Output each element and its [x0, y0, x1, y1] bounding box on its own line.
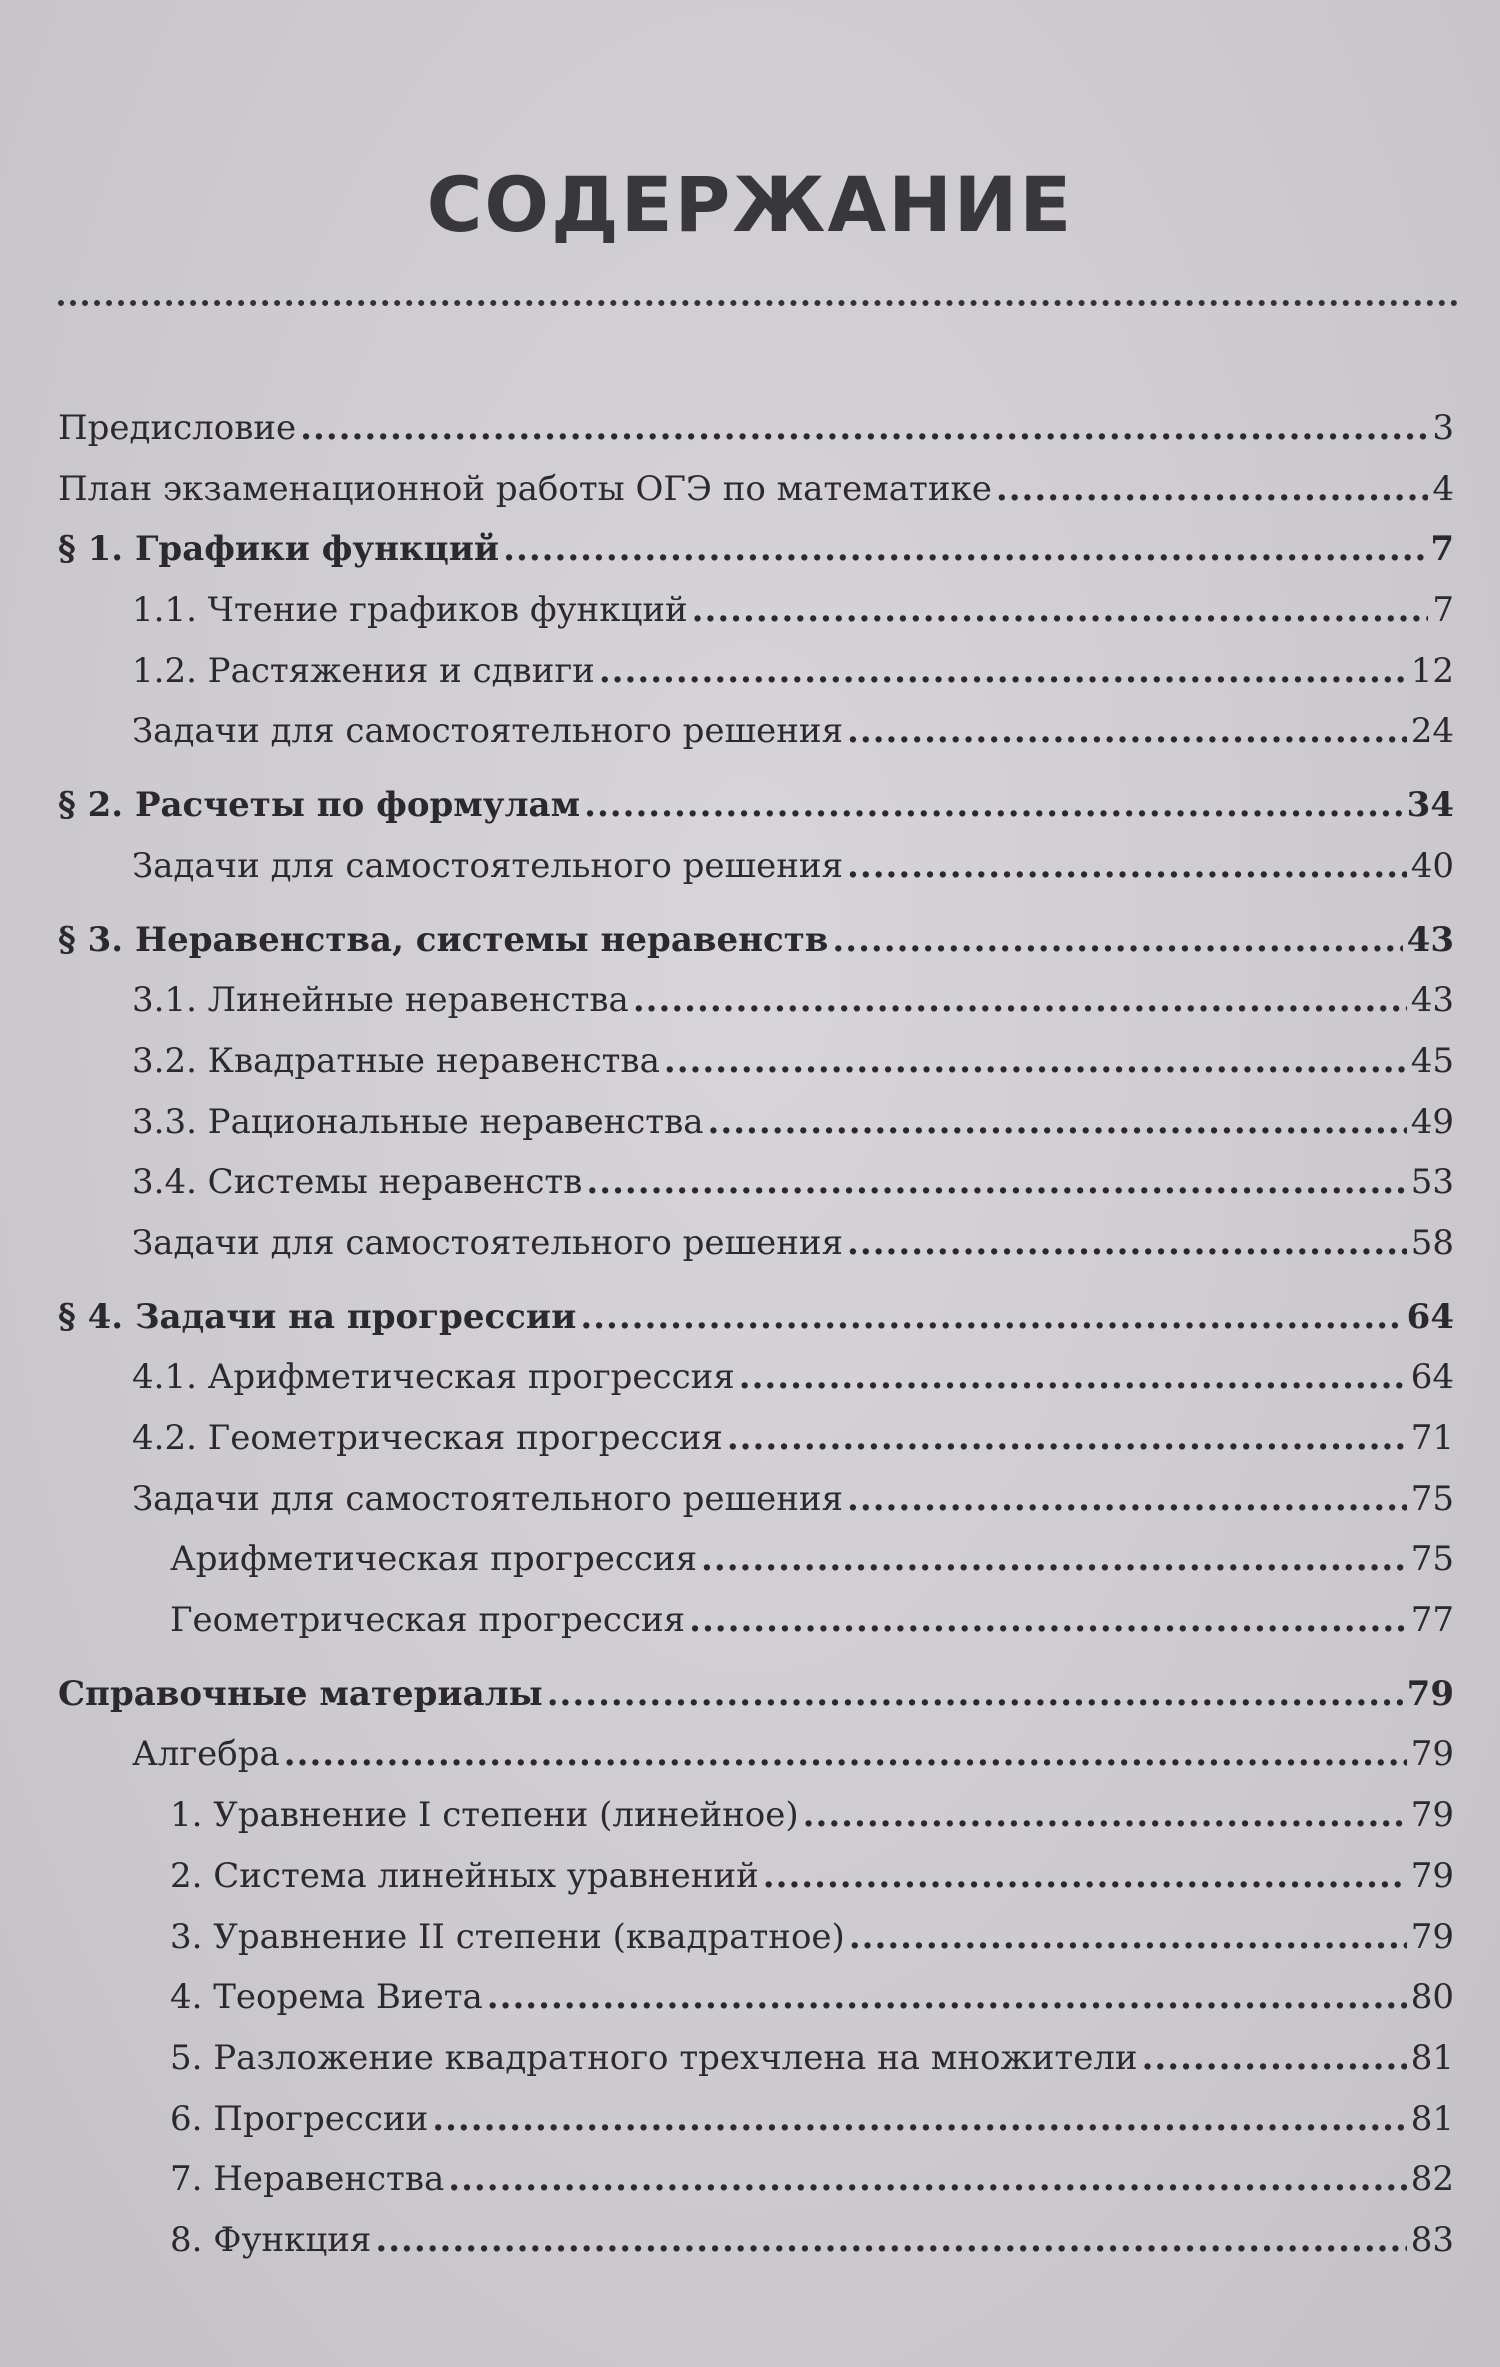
toc-section-reference [58, 1664, 1454, 1725]
dot-leader [633, 970, 1407, 1031]
toc-page-number: 71 [1410, 1418, 1454, 1458]
toc-entry-label: 3. Уравнение II степени (квадратное) [170, 1916, 845, 1957]
dot-leader [847, 1213, 1407, 1274]
dot-leader [580, 1287, 1402, 1348]
toc-entry [58, 1408, 1454, 1469]
dot-leader [849, 1907, 1407, 1968]
dot-leader [701, 1529, 1407, 1590]
toc-entry [58, 1529, 1454, 1590]
toc-entry [58, 2089, 1454, 2150]
toc-page-number: 7 [1430, 529, 1454, 570]
dot-leader [664, 1031, 1407, 1092]
toc-page-number: 24 [1410, 711, 1454, 752]
dotted-separator [58, 300, 1458, 306]
toc-page-number: 7 [1432, 590, 1454, 631]
toc-entry-label: 4.1. Арифметическая прогрессия [132, 1357, 735, 1398]
toc-entry-label: 7. Неравенства [170, 2159, 445, 2200]
dot-leader [847, 836, 1407, 897]
toc-entry-label: 1.1. Чтение графиков функций [132, 590, 688, 631]
toc-entry-label: 4.2. Геометрическая прогрессия [132, 1418, 723, 1458]
toc-entry-label: 2. Система линейных уравнений [170, 1855, 759, 1896]
dot-leader [432, 2089, 1406, 2150]
toc-page-number: 75 [1410, 1539, 1454, 1580]
toc-entry-label: 3.4. Системы неравенств [132, 1162, 583, 1203]
dot-leader [599, 641, 1407, 702]
dot-leader [487, 1967, 1407, 2028]
toc-entry-label: Арифметическая прогрессия [170, 1539, 698, 1580]
toc-entry-label: § 3. Неравенства, системы неравенств [58, 919, 829, 960]
toc-entry-label: § 2. Расчеты по формулам [58, 785, 581, 826]
toc-entry-label: План экзаменационной работы ОГЭ по математике [58, 468, 992, 509]
toc-page-number: 12 [1410, 650, 1454, 691]
toc-page-number: 79 [1406, 1673, 1454, 1714]
toc-page-number: 3 [1432, 408, 1454, 448]
dot-leader [586, 1152, 1406, 1213]
dot-leader [832, 910, 1402, 971]
toc-entry-label: Справочные материалы [58, 1673, 543, 1714]
dot-leader [300, 398, 1428, 459]
toc-page-number: 81 [1410, 2037, 1454, 2078]
toc-entry [58, 641, 1454, 702]
toc-entry [58, 1724, 1454, 1785]
toc-entry-label: § 1. Графики функций [58, 529, 500, 570]
dot-leader [547, 1664, 1403, 1725]
toc-page-number: 53 [1410, 1162, 1454, 1203]
toc-entry [58, 1469, 1454, 1530]
toc-page-number: 64 [1410, 1357, 1454, 1398]
toc-entry [58, 2149, 1454, 2210]
toc-entry-label: Задачи для самостоятельного решения [132, 1222, 844, 1263]
toc-page-number: 79 [1410, 1734, 1454, 1775]
toc-page-number: 79 [1410, 1916, 1454, 1957]
toc-entry-label: 6. Прогрессии [170, 2098, 429, 2139]
toc-page-number: 75 [1410, 1478, 1454, 1519]
toc-entry-preface [58, 398, 1454, 459]
toc-entry-label: Задачи для самостоятельного решения [132, 1478, 844, 1519]
toc-page-number: 64 [1406, 1296, 1454, 1337]
toc-entry-label: 8. Функция [170, 2219, 372, 2260]
dot-leader [284, 1724, 1407, 1785]
toc-section-4 [58, 1287, 1454, 1348]
toc-entry-label: 3.1. Линейные неравенства [132, 980, 629, 1021]
toc-entry [58, 1846, 1454, 1907]
toc-entry [58, 2028, 1454, 2089]
toc-page-number: 83 [1410, 2219, 1454, 2260]
toc-entry-label: Задачи для самостоятельного решения [132, 845, 844, 886]
toc-entry [58, 1967, 1454, 2028]
dot-leader [803, 1785, 1407, 1846]
toc-entry-label: 1. Уравнение I степени (линейное) [170, 1795, 799, 1836]
toc-entry [58, 1347, 1454, 1408]
toc-entry-exam-plan [58, 459, 1454, 520]
toc-page-number: 34 [1406, 785, 1454, 826]
toc-page-number: 43 [1410, 980, 1454, 1021]
toc-page-number: 4 [1432, 468, 1454, 509]
toc-page-number: 45 [1410, 1040, 1454, 1081]
toc-entry-label: Предисловие [58, 408, 297, 448]
toc-entry-label: 3.3. Рациональные неравенства [132, 1101, 704, 1142]
toc-entry-label: 4. Теорема Виета [170, 1977, 483, 2018]
dot-leader [763, 1846, 1407, 1907]
toc-entry-label: 3.2. Квадратные неравенства [132, 1040, 660, 1081]
toc-page-number: 80 [1410, 1977, 1454, 2018]
toc-entry-label: 5. Разложение квадратного трехчлена на множители [170, 2037, 1138, 2078]
toc-entry [58, 1092, 1454, 1153]
toc-entry-label: Геометрическая прогрессия [170, 1600, 686, 1641]
toc-entry-label: Задачи для самостоятельного решения [132, 711, 844, 752]
dot-leader [689, 1590, 1407, 1651]
toc-entry [58, 701, 1454, 762]
toc-entry-label: § 4. Задачи на прогрессии [58, 1296, 577, 1337]
toc-entry [58, 1785, 1454, 1846]
toc-section-1 [58, 519, 1454, 580]
dot-leader [739, 1347, 1407, 1408]
toc-page-number: 82 [1410, 2159, 1454, 2200]
toc-entry-label: 1.2. Растяжения и сдвиги [132, 650, 595, 691]
toc-entry [58, 1031, 1454, 1092]
toc-entry [58, 2210, 1454, 2271]
toc-page-number: 79 [1410, 1855, 1454, 1896]
toc-entry [58, 1907, 1454, 1968]
toc-entry [58, 1152, 1454, 1213]
dot-leader [503, 519, 1426, 580]
page-title: СОДЕРЖАНИЕ [426, 160, 1074, 249]
toc-page-number: 77 [1410, 1600, 1454, 1641]
toc-page-number: 81 [1410, 2098, 1454, 2139]
dot-leader [996, 459, 1429, 520]
table-of-contents [58, 398, 1454, 2271]
toc-section-3 [58, 910, 1454, 971]
dot-leader [584, 775, 1403, 836]
toc-entry [58, 970, 1454, 1031]
dot-leader [375, 2210, 1406, 2271]
toc-page-number: 58 [1410, 1222, 1454, 1263]
toc-page-number: 40 [1410, 845, 1454, 886]
toc-entry [58, 1213, 1454, 1274]
dot-leader [692, 580, 1429, 641]
dot-leader [727, 1408, 1407, 1469]
toc-page-number: 43 [1406, 919, 1454, 960]
toc-entry [58, 580, 1454, 641]
dot-leader [847, 1469, 1407, 1530]
dot-leader [448, 2149, 1406, 2210]
dot-leader [847, 701, 1407, 762]
toc-entry-label: Алгебра [132, 1734, 280, 1775]
toc-entry [58, 836, 1454, 897]
toc-page-number: 49 [1410, 1101, 1454, 1142]
dot-leader [1142, 2028, 1407, 2089]
toc-section-2 [58, 775, 1454, 836]
toc-page-number: 79 [1410, 1795, 1454, 1836]
dot-leader [708, 1092, 1407, 1153]
toc-entry [58, 1590, 1454, 1651]
